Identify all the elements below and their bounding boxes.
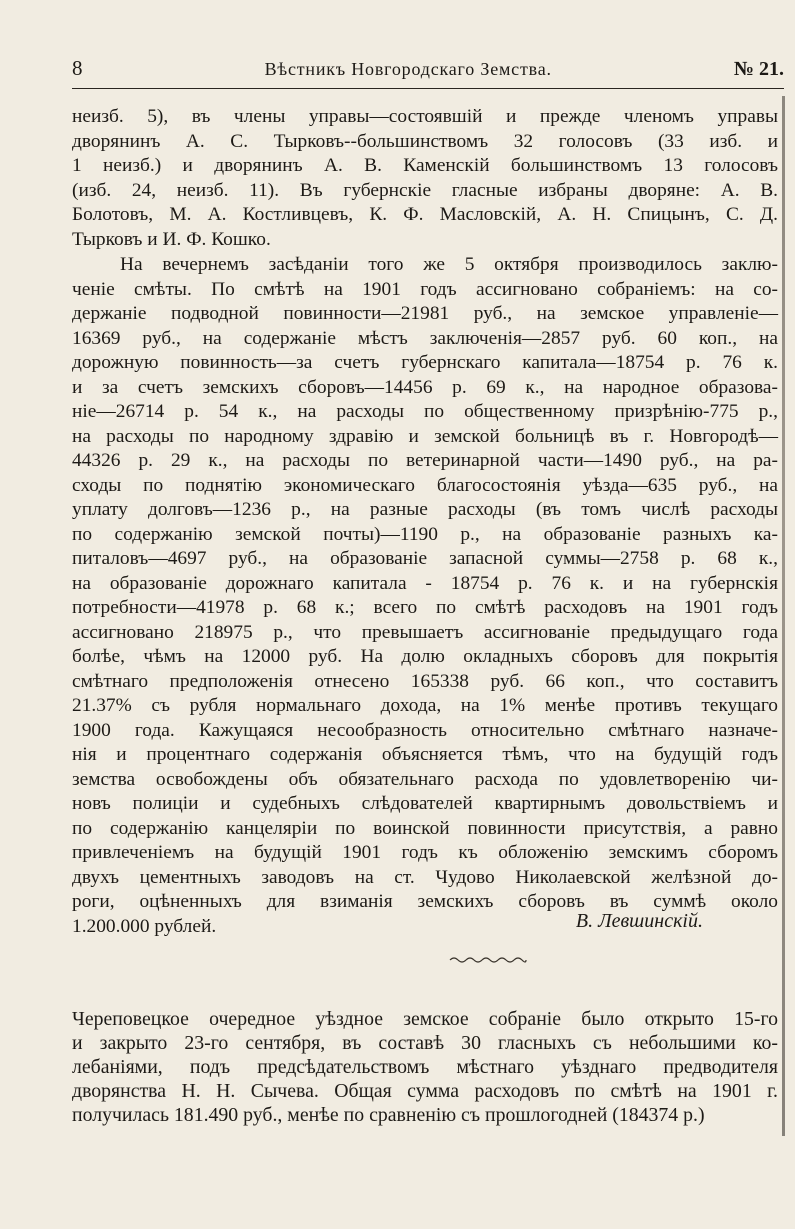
text-line: роги, оцѣненныхъ для взиманія земскихъ сборовъ въ суммѣ около bbox=[72, 891, 778, 912]
text-line: нія и процентнаго содержанія объясняется тѣмъ, что на будущій годъ bbox=[72, 744, 778, 765]
text-line: 1 неизб.) и дворянинъ А. В. Каменскій большинствомъ 13 голосовъ bbox=[72, 155, 778, 176]
text-line: на расходы по народному здравію и земской больницѣ въ г. Новгородѣ— bbox=[72, 425, 778, 447]
paragraph-cherepovets bbox=[72, 1007, 778, 1127]
text-line: неизб. 5), въ члены управы—состоявшій и прежде членомъ управы bbox=[72, 106, 778, 127]
text-line: земства освобождены объ обязательнаго расхода по удовлетворенію чи- bbox=[72, 768, 778, 790]
text-line: сходы по поднятію экономическаго благосостоянія уѣзда—635 руб., на bbox=[72, 474, 778, 496]
page-header bbox=[72, 56, 784, 86]
text-line: и закрыто 23-го сентября, въ составѣ 30 гласныхъ съ небольшими ко- bbox=[72, 1032, 778, 1054]
text-line: 1.200.000 рублей. bbox=[72, 915, 217, 937]
author-signature: В. Левшинскій. bbox=[575, 910, 703, 932]
text-line: лебаніями, подъ предсѣдательствомъ мѣстнаго уѣзднаго предводителя bbox=[72, 1056, 778, 1078]
issue-number: № 21. bbox=[733, 58, 784, 80]
text-line: питаловъ—4697 руб., на образованіе запасной суммы—2758 р. 68 к., bbox=[72, 548, 778, 569]
paragraph-election bbox=[72, 105, 778, 252]
text-line: привлеченіемъ на будущій 1901 годъ къ обложенію земскимъ сборомъ bbox=[72, 842, 778, 863]
text-line: и за счетъ земскихъ сборовъ—14456 р. 69 к., на народное образова- bbox=[72, 376, 778, 398]
section-divider-ornament bbox=[448, 955, 528, 965]
text-line: (изб. 24, неизб. 11). Въ губернскіе гласные избраны дворяне: А. В. bbox=[72, 179, 778, 201]
text-line: уплату долговъ—1236 р., на разные расходы (въ томъ числѣ расходы bbox=[72, 499, 778, 520]
text-line: Тырковъ и И. Ф. Кошко. bbox=[72, 228, 271, 250]
text-line: 16369 руб., на содержаніе мѣстъ заключенія—2857 руб. 60 коп., на bbox=[72, 327, 778, 349]
paragraph-budget bbox=[72, 253, 778, 939]
text-line: смѣтнаго предположенія отнесено 165338 руб. 66 коп., что составитъ bbox=[72, 670, 778, 692]
text-line: на образованіе дорожнаго капитала - 18754 р. 76 к. и на губернскія bbox=[72, 572, 778, 594]
text-line: дорожную повинность—за счетъ губернскаго капитала—18754 р. 76 к. bbox=[72, 352, 778, 373]
text-line: ченіе смѣты. По смѣтѣ на 1901 годъ ассигновано собраніемъ: на со- bbox=[72, 278, 778, 300]
header-rule bbox=[72, 88, 784, 89]
text-line: Болотовъ, М. А. Костливцевъ, К. Ф. Масловскій, А. Н. Спицынъ, С. Д. bbox=[72, 204, 778, 225]
text-line: получилась 181.490 руб., менѣе по сравненію съ прошлогодней (184374 р.) bbox=[72, 1104, 705, 1126]
text-line: дворянства Н. Н. Сычева. Общая сумма расходовъ по смѣтѣ на 1901 г. bbox=[72, 1080, 778, 1102]
running-title: Вѣстникъ Новгородскаго Земства. bbox=[264, 59, 552, 79]
text-line: новъ полиціи и судебныхъ слѣдователей квартирнымъ довольствіемъ и bbox=[72, 793, 778, 814]
text-line: ассигновано 218975 р., что превышаетъ ассигнованіе предыдущаго года bbox=[72, 621, 778, 643]
text-line: болѣе, чѣмъ на 12000 руб. На долю окладныхъ сборовъ для покрытія bbox=[72, 646, 778, 667]
text-line: потребности—41978 р. 68 к.; всего по смѣтѣ расходовъ на 1901 годъ bbox=[72, 597, 778, 618]
page-number: 8 bbox=[72, 56, 83, 80]
text-line: по содержанію земской почты)—1190 р., на образованіе разныхъ ка- bbox=[72, 523, 778, 545]
text-line: держаніе подводной повинности—21981 руб., на земское управленіе— bbox=[72, 303, 778, 324]
text-line: 21.37% съ рубля нормальнаго дохода, на 1% менѣе противъ текущаго bbox=[72, 695, 778, 716]
text-line: 1900 года. Кажущаяся несообразность относительно смѣтнаго назначе- bbox=[72, 719, 778, 741]
text-line: двухъ цементныхъ заводовъ на ст. Чудово Николаевской желѣзной до- bbox=[72, 866, 778, 888]
text-line: дворянинъ А. С. Тырковъ--большинствомъ 32 голосовъ (33 изб. и bbox=[72, 130, 778, 152]
text-line: На вечернемъ засѣданіи того же 5 октября производилось заклю- bbox=[120, 254, 778, 275]
text-line: 44326 р. 29 к., на расходы по ветеринарной части—1490 руб., на ра- bbox=[72, 450, 778, 471]
page-edge-shadow bbox=[782, 96, 785, 1136]
text-line: ніе—26714 р. 54 к., на расходы по общественному призрѣнію-775 р., bbox=[72, 401, 778, 422]
text-line: по содержанію канцеляріи по воинской повинности присутствія, а равно bbox=[72, 817, 778, 839]
text-line: Череповецкое очередное уѣздное земское собраніе было открыто 15-го bbox=[72, 1008, 778, 1030]
